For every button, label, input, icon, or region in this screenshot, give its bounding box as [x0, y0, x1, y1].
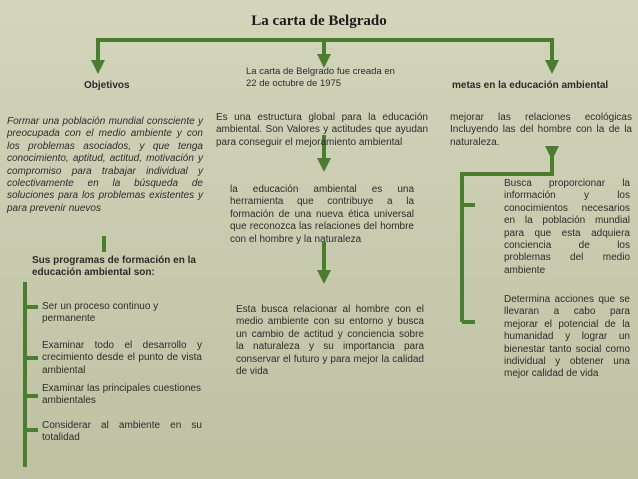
programs-tree: [25, 282, 38, 467]
definition-text: Es una estructura global para la educación ambiental. Son Valores y actitudes que ayudan para conseguir el mejoramiento ambiental: [216, 112, 428, 148]
program-item: Examinar las principales cuestiones ambientales: [42, 383, 201, 407]
goal-text: Esta busca relacionar al hombre con el medio ambiente con su entorno y busca un cambio de actitud y conciencia sobre la naturaleza y su importancia para conservar el futuro y para mejor la calidad de vida: [236, 304, 424, 378]
arrow-right: [545, 60, 559, 74]
goals-heading: metas en la educación ambiental: [452, 80, 609, 91]
goal-item: Determina acciones que se llevaran a cabo para mejorar el potencial de la humanidad y lograr un bienestar tanto social como individual y obtener una mejor calidad de vida: [504, 294, 630, 380]
program-item: Ser un proceso continuo y permanente: [42, 301, 159, 325]
program-item: Examinar todo el desarrollo y crecimiento desde el punto de vista ambiental: [42, 340, 202, 376]
arrow-center-low: [317, 270, 331, 284]
ecological-goal-text: mejorar las relaciones ecológicas Incluyendo las del hombre con la de la naturaleza.: [450, 112, 632, 148]
objective-text: Formar una población mundial consciente y preocupada con el medio ambiente y con los problemas asociados, y que tenga conocimiento, aptitud, actitud, motivación y compromiso para trabajar individual y colectivamente en la búsqueda de soluciones para los problemas existentes y para prevenir nuevos: [7, 116, 203, 214]
program-item: Considerar al ambiente en su totalidad: [42, 420, 202, 444]
intro-text: La carta de Belgrado fue creada en 22 de octubre de 1975: [246, 66, 395, 90]
programs-heading: Sus programas de formación en la educación ambiental son:: [32, 255, 196, 279]
arrow-center-mid: [317, 158, 331, 172]
arrow-left: [91, 60, 105, 74]
goal-item: Busca proporcionar la información y los conocimientos necesarios en la población mundial para que esta adquiera conciencia de los problemas del medio ambiente: [504, 178, 630, 276]
tool-text: la educación ambiental es una herramienta que contribuye a la formación de una nueva ética universal que reconozca las relaciones del hombre con el hombre y la naturaleza: [230, 184, 414, 245]
objectives-heading: Objetivos: [84, 80, 130, 91]
page-title: La carta de Belgrado: [251, 13, 387, 29]
